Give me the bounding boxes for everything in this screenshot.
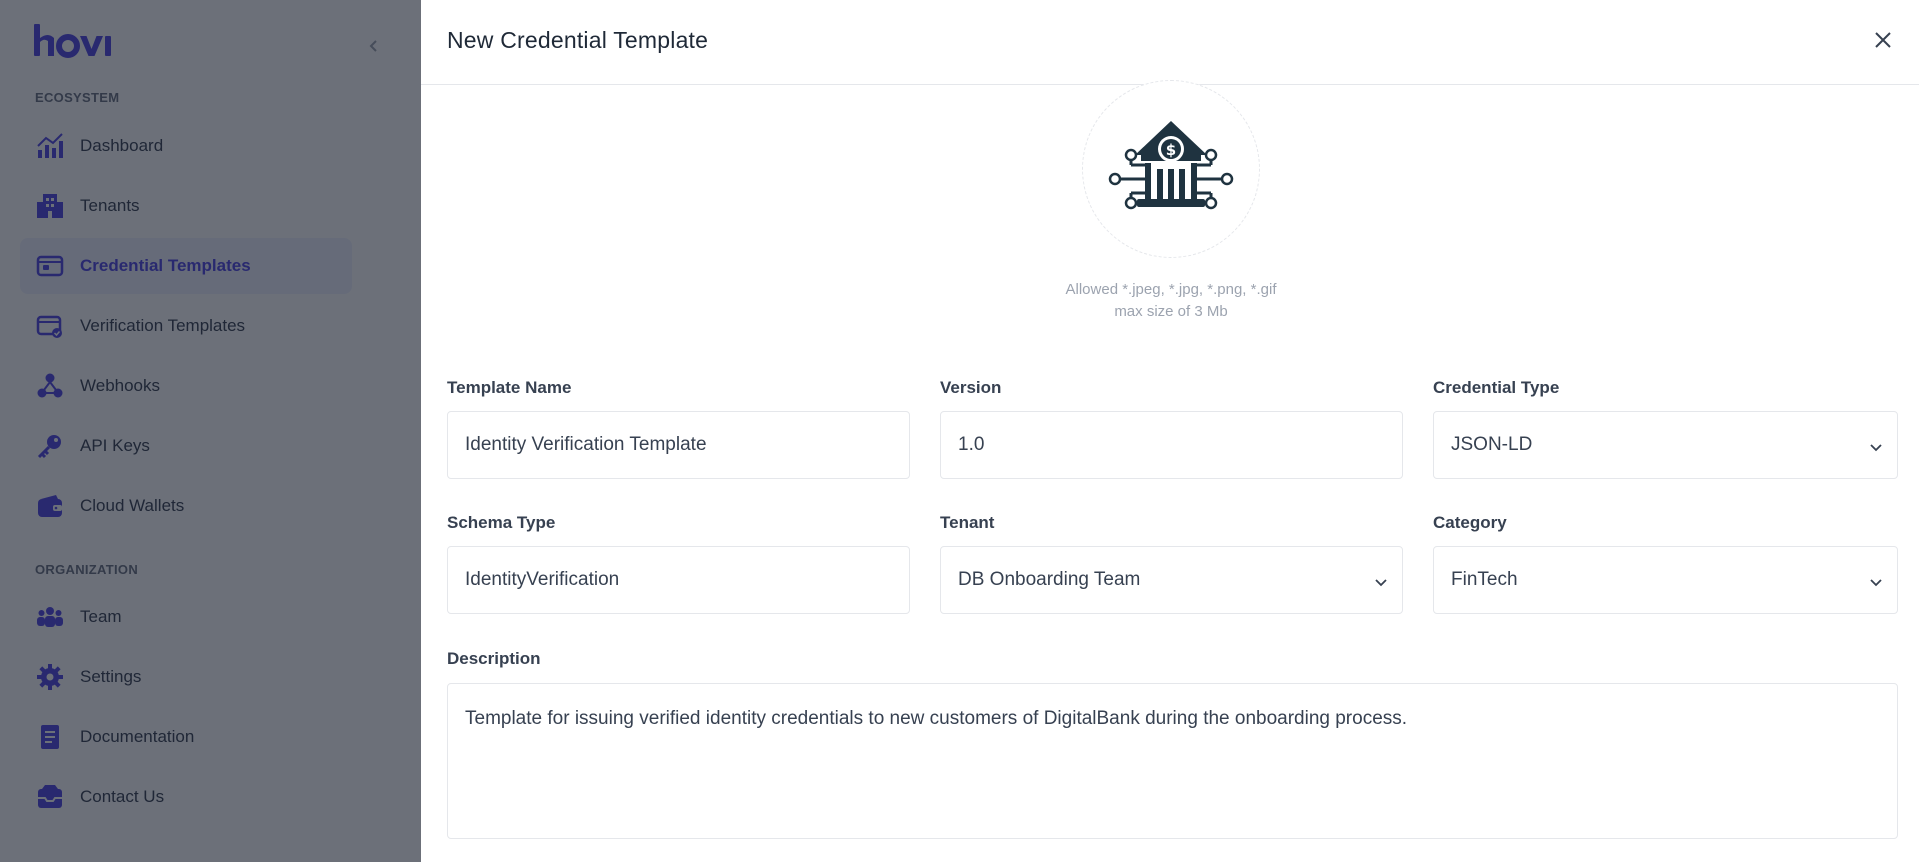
close-icon	[1874, 31, 1892, 54]
category-select[interactable]	[1433, 546, 1898, 614]
svg-text:$: $	[1165, 140, 1177, 159]
new-credential-template-drawer	[421, 0, 1919, 862]
template-name-label: Template Name	[447, 378, 572, 397]
version-value: 1.0	[958, 434, 985, 455]
upload-hint-formats: Allowed *.jpeg, *.jpg, *.png, *.gif	[1065, 281, 1277, 298]
bank-icon	[1091, 117, 1251, 222]
credential-type-label: Credential Type	[1433, 378, 1560, 397]
description-label: Description	[447, 649, 541, 668]
description-value: Template for issuing verified identity credentials to new customers of DigitalBank during the onboarding process.	[465, 708, 1408, 729]
tenant-select[interactable]	[940, 546, 1403, 614]
schema-type-input[interactable]	[447, 546, 910, 614]
category-value: FinTech	[1451, 569, 1518, 590]
version-input[interactable]	[940, 411, 1403, 479]
chevron-down-icon	[1374, 573, 1388, 595]
credential-type-value: JSON-LD	[1451, 434, 1533, 455]
tenant-label: Tenant	[940, 513, 995, 532]
chevron-down-icon	[1869, 573, 1883, 595]
drawer-header	[421, 0, 1919, 85]
version-label: Version	[940, 378, 1002, 397]
description-textarea[interactable]	[447, 683, 1898, 839]
tenant-value: DB Onboarding Team	[958, 569, 1141, 590]
upload-hint-size: max size of 3 Mb	[1114, 303, 1228, 320]
modal-backdrop[interactable]	[0, 0, 421, 862]
template-name-input[interactable]	[447, 411, 910, 479]
credential-type-select[interactable]	[1433, 411, 1898, 479]
close-button[interactable]	[1871, 30, 1895, 54]
drawer-title: New Credential Template	[447, 27, 709, 53]
schema-type-value: IdentityVerification	[465, 569, 620, 590]
template-name-value: Identity Verification Template	[465, 434, 707, 455]
category-label: Category	[1433, 513, 1507, 532]
chevron-down-icon	[1869, 438, 1883, 460]
template-image-upload[interactable]	[1082, 80, 1260, 258]
schema-type-label: Schema Type	[447, 513, 556, 532]
